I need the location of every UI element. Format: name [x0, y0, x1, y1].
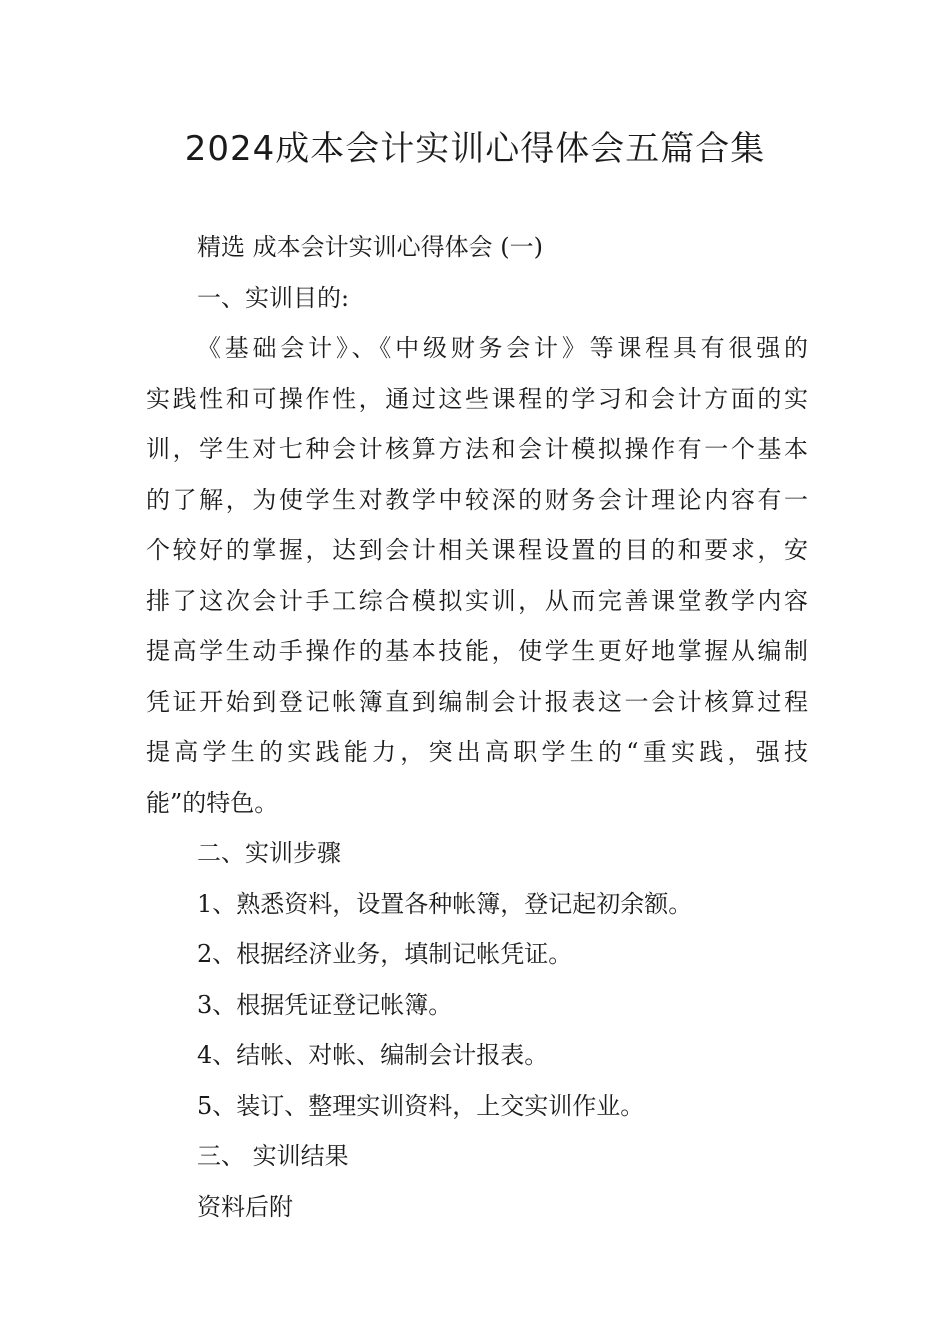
body-line: 4、结帐、对帐、编制会计报表。: [197, 1041, 549, 1069]
body-line: 三、 实训结果: [197, 1142, 349, 1170]
body-line: 1、熟悉资料，设置各种帐簿，登记起初余额。: [197, 889, 693, 918]
body-line: 凭证开始到登记帐簿直到编制会计报表这一会计核算过程: [146, 687, 808, 716]
body-line: 3、根据凭证登记帐簿。: [197, 990, 453, 1019]
body-line: 2、根据经济业务，填制记帐凭证。: [197, 940, 573, 968]
body-line: 5、装订、整理实训资料，上交实训作业。: [197, 1091, 645, 1120]
body-line: 训，学生对七种会计核算方法和会计模拟操作有一个基本: [146, 435, 808, 463]
body-line: 《基础会计》、《中级财务会计》等课程具有很强的: [197, 334, 808, 362]
body-line: 的了解，为使学生对教学中较深的财务会计理论内容有一: [146, 485, 808, 514]
body-line: 能”的特色。: [146, 788, 279, 817]
body-line: 资料后附: [197, 1192, 293, 1221]
body-line: 实践性和可操作性，通过这些课程的学习和会计方面的实: [146, 384, 808, 413]
body-line: 二、实训步骤: [197, 839, 341, 867]
document-body: [146, 222, 808, 1232]
body-line: 个较好的掌握，达到会计相关课程设置的目的和要求，安: [146, 536, 808, 564]
document-title: 2024成本会计实训心得体会五篇合集: [184, 129, 766, 169]
body-line: 排了这次会计手工综合模拟实训，从而完善课堂教学内容: [146, 586, 808, 615]
body-line: 提高学生动手操作的基本技能，使学生更好地掌握从编制: [146, 637, 808, 665]
body-line: 提高学生的实践能力，突出高职学生的“重实践，强技: [146, 738, 808, 766]
body-line: 精选 成本会计实训心得体会 (一): [197, 233, 543, 261]
body-line: 一、实训目的:: [197, 283, 350, 312]
